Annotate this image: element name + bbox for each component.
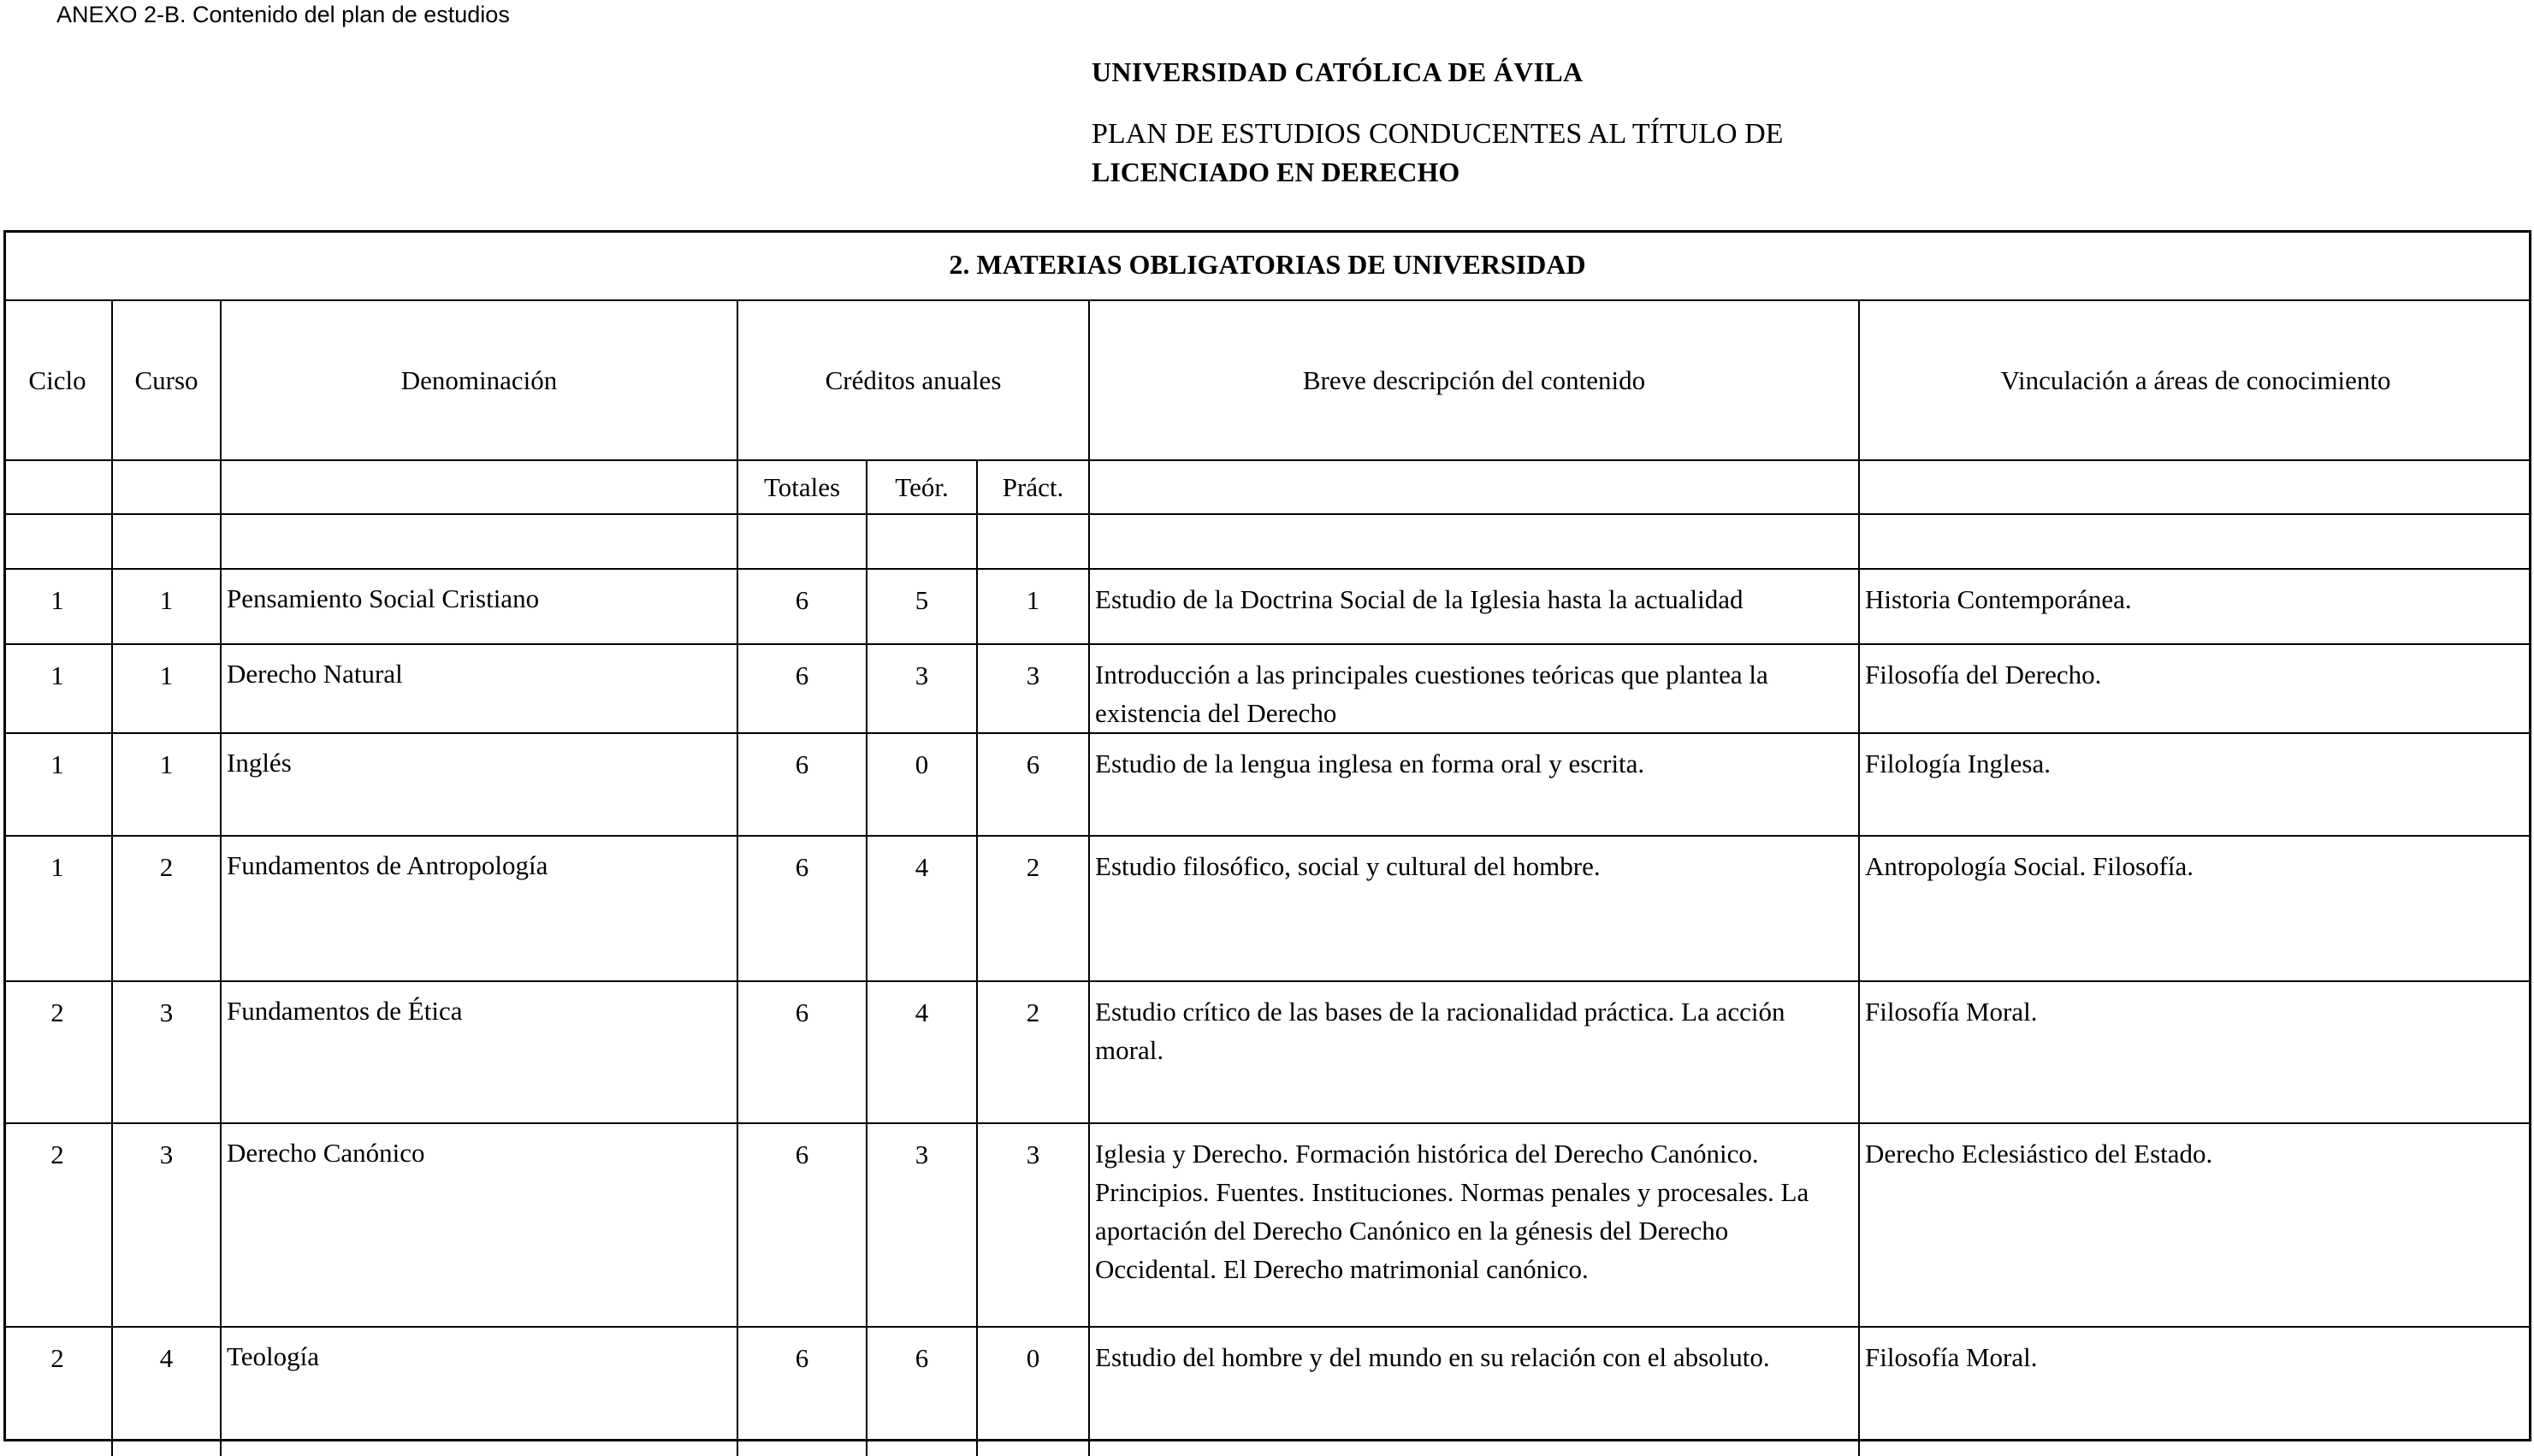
col-descripcion: Breve descripción del contenido (1089, 300, 1859, 460)
subjects-table (3, 299, 2531, 1456)
cell-curso: 2 (112, 836, 221, 981)
cell-teor: 6 (867, 1327, 977, 1456)
cell-totales: 6 (737, 1123, 867, 1327)
header-row (3, 300, 2531, 460)
col-denominacion: Denominación (221, 300, 737, 460)
cell-teor: 5 (867, 569, 977, 644)
table-row (3, 733, 2531, 836)
cell-curso: 1 (112, 569, 221, 644)
annex-label: ANEXO 2-B. Contenido del plan de estudios (56, 2, 510, 27)
table-row (3, 569, 2531, 644)
cell-pract: 2 (977, 981, 1089, 1123)
cell-ciclo: 2 (3, 981, 112, 1123)
cell-descripcion: Estudio del hombre y del mundo en su relación con el absoluto. (1089, 1327, 1859, 1456)
cell-teor: 3 (867, 644, 977, 733)
table-body (3, 569, 2531, 1456)
cell-totales: 6 (737, 1327, 867, 1456)
table-row (3, 1123, 2531, 1327)
cell-descripcion: Estudio filosófico, social y cultural del hombre. (1089, 836, 1859, 981)
cell-denominacion: Inglés (221, 733, 737, 836)
col-totales: Totales (737, 460, 867, 514)
table-row (3, 644, 2531, 733)
table-row (3, 836, 2531, 981)
cell-denominacion: Fundamentos de Ética (221, 981, 737, 1123)
cell-totales: 6 (737, 644, 867, 733)
cell-denominacion: Teología (221, 1327, 737, 1456)
cell-pract: 3 (977, 644, 1089, 733)
cell-vinculacion: Historia Contemporánea. (1859, 569, 2531, 644)
col-creditos: Créditos anuales (737, 300, 1089, 460)
cell-pract: 2 (977, 836, 1089, 981)
cell-teor: 3 (867, 1123, 977, 1327)
cell-ciclo: 2 (3, 1327, 112, 1456)
cell-descripcion: Estudio crítico de las bases de la racionalidad práctica. La acción moral. (1089, 981, 1859, 1123)
cell-totales: 6 (737, 569, 867, 644)
col-curso: Curso (112, 300, 221, 460)
cell-vinculacion: Filosofía Moral. (1859, 1327, 2531, 1456)
col-ciclo: Ciclo (3, 300, 112, 460)
col-teor: Teór. (867, 460, 977, 514)
cell-curso: 4 (112, 1327, 221, 1456)
spacer-row (3, 514, 2531, 569)
cell-vinculacion: Antropología Social. Filosofía. (1859, 836, 2531, 981)
cell-vinculacion: Filosofía del Derecho. (1859, 644, 2531, 733)
cell-denominacion: Pensamiento Social Cristiano (221, 569, 737, 644)
table-row (3, 981, 2531, 1123)
cell-descripcion: Estudio de la lengua inglesa en forma oral y escrita. (1089, 733, 1859, 836)
cell-teor: 0 (867, 733, 977, 836)
cell-descripcion: Introducción a las principales cuestiones teóricas que plantea la existencia del Derecho (1089, 644, 1859, 733)
cell-vinculacion: Filología Inglesa. (1859, 733, 2531, 836)
subheader-row (3, 460, 2531, 514)
cell-totales: 6 (737, 733, 867, 836)
cell-ciclo: 1 (3, 733, 112, 836)
section-title: 2. MATERIAS OBLIGATORIAS DE UNIVERSIDAD (3, 230, 2531, 301)
cell-vinculacion: Derecho Eclesiástico del Estado. (1859, 1123, 2531, 1327)
table-row (3, 1327, 2531, 1456)
cell-curso: 3 (112, 981, 221, 1123)
cell-teor: 4 (867, 981, 977, 1123)
cell-ciclo: 2 (3, 1123, 112, 1327)
cell-totales: 6 (737, 981, 867, 1123)
cell-pract: 1 (977, 569, 1089, 644)
cell-pract: 3 (977, 1123, 1089, 1327)
cell-totales: 6 (737, 836, 867, 981)
cell-descripcion: Estudio de la Doctrina Social de la Iglesia hasta la actualidad (1089, 569, 1859, 644)
university-name: UNIVERSIDAD CATÓLICA DE ÁVILA (1092, 56, 1584, 87)
plan-title: PLAN DE ESTUDIOS CONDUCENTES AL TÍTULO DE (1092, 118, 1784, 150)
cell-denominacion: Fundamentos de Antropología (221, 836, 737, 981)
cell-pract: 0 (977, 1327, 1089, 1456)
cell-curso: 1 (112, 733, 221, 836)
cell-denominacion: Derecho Natural (221, 644, 737, 733)
col-pract: Práct. (977, 460, 1089, 514)
degree-title: LICENCIADO EN DERECHO (1092, 157, 1460, 187)
cell-denominacion: Derecho Canónico (221, 1123, 737, 1327)
cell-vinculacion: Filosofía Moral. (1859, 981, 2531, 1123)
cell-pract: 6 (977, 733, 1089, 836)
col-vinculacion: Vinculación a áreas de conocimiento (1859, 300, 2531, 460)
cell-ciclo: 1 (3, 836, 112, 981)
cell-curso: 3 (112, 1123, 221, 1327)
cell-ciclo: 1 (3, 644, 112, 733)
cell-curso: 1 (112, 644, 221, 733)
cell-descripcion: Iglesia y Derecho. Formación histórica del Derecho Canónico. Principios. Fuentes. Instituciones. Normas penales y procesales. La aportación del Derecho Canónico en la génesis del Derecho Occidental. El Derecho matrimonial canónico. (1089, 1123, 1859, 1327)
cell-ciclo: 1 (3, 569, 112, 644)
cell-teor: 4 (867, 836, 977, 981)
